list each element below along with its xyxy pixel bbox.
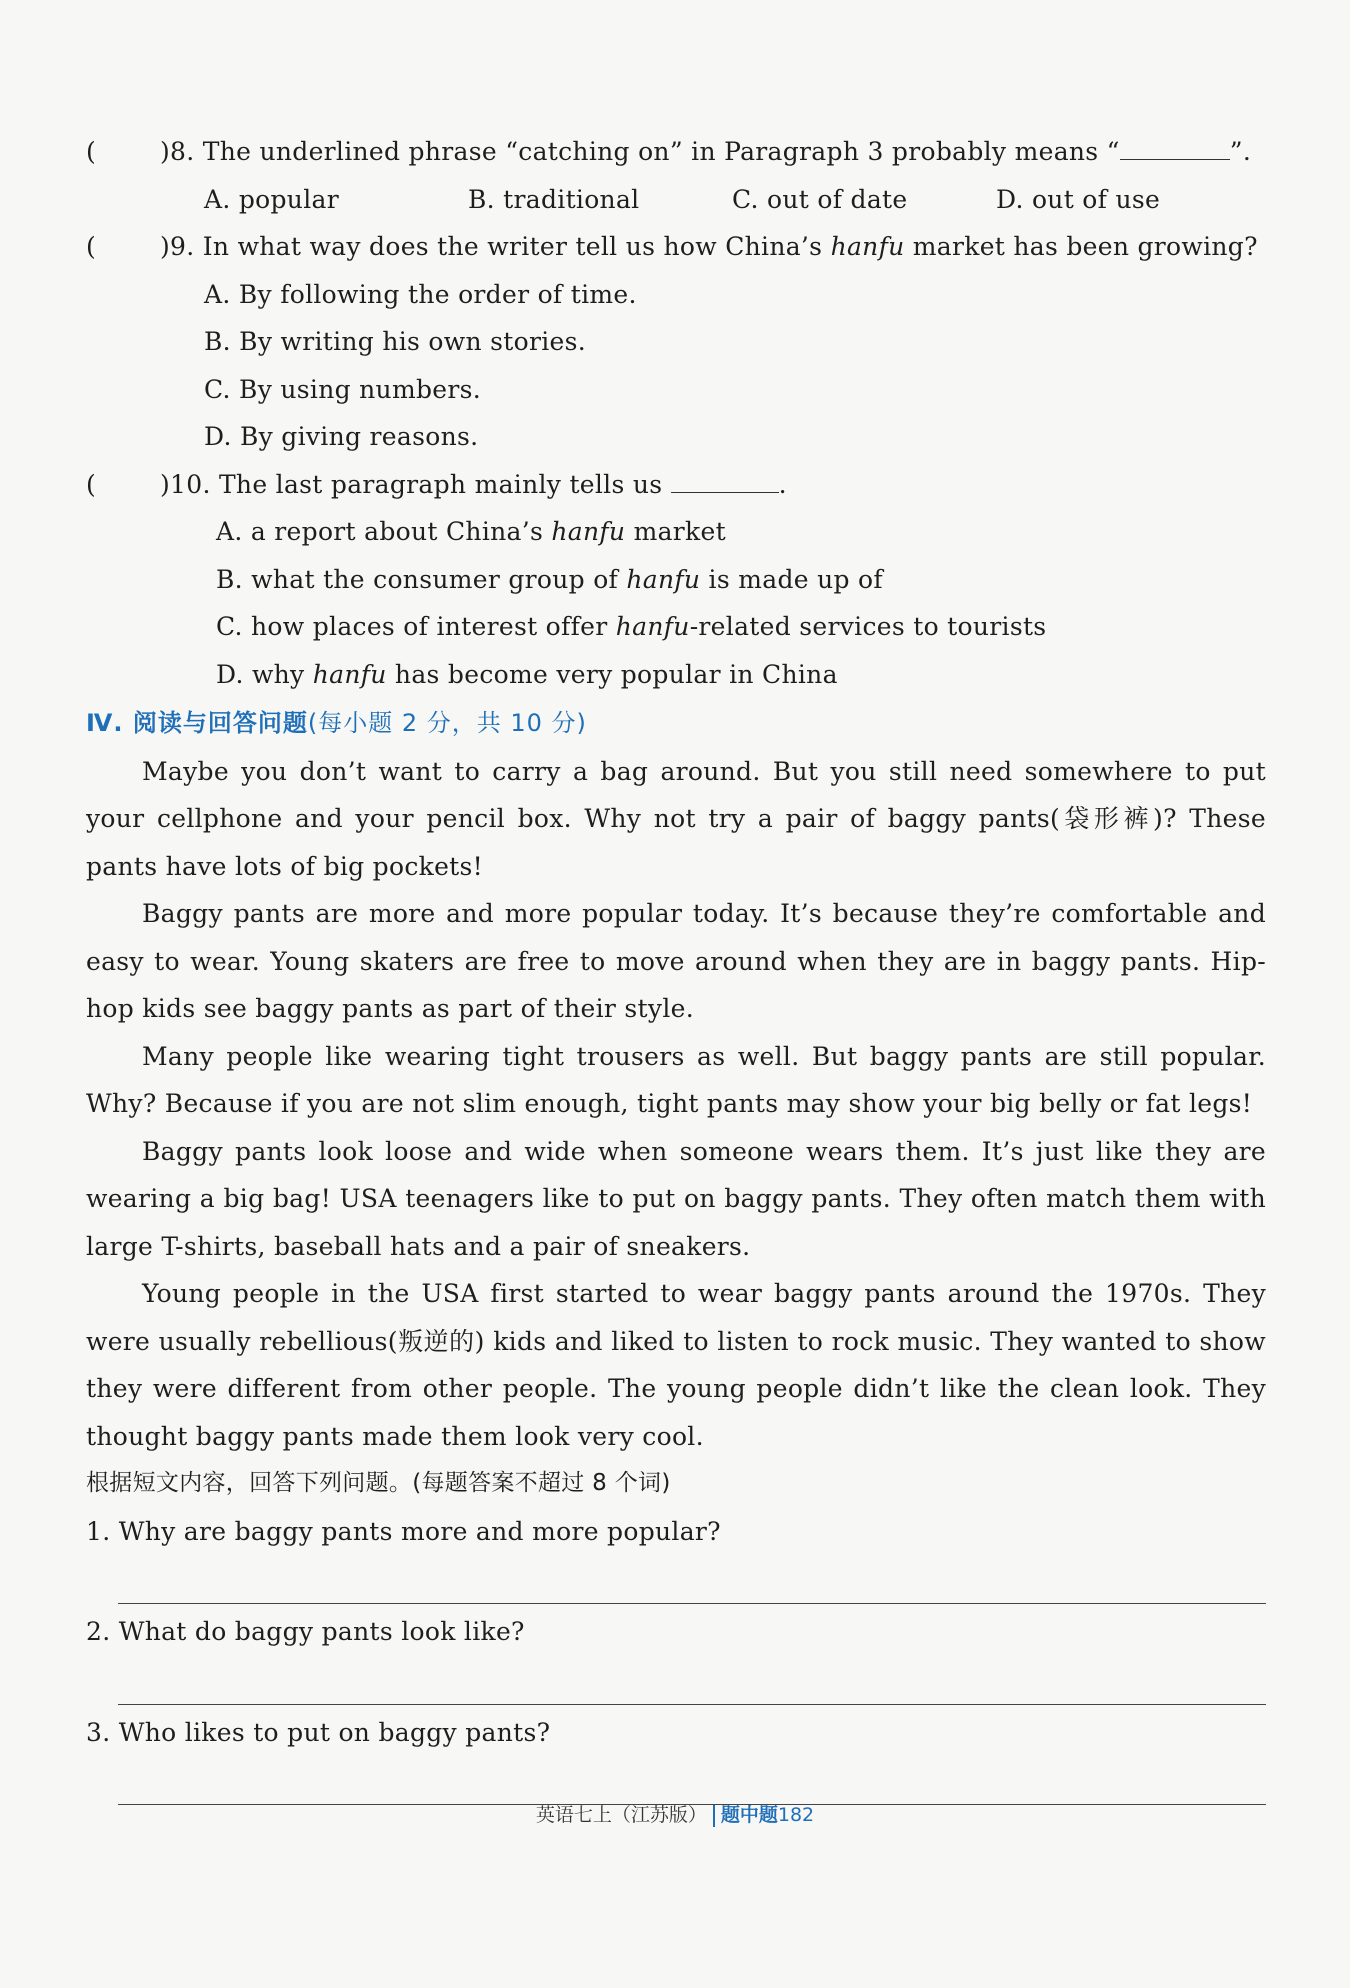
page-number: 182: [777, 1804, 815, 1826]
option-c: C. how places of interest offer hanfu-related services to tourists: [216, 612, 1047, 641]
option-d: D. By giving reasons.: [204, 422, 479, 451]
footer-divider: [713, 1805, 715, 1827]
question-8-options: [86, 176, 1266, 224]
option-b: B. what the consumer group of hanfu is made up of: [216, 564, 883, 594]
section-score-note: (每小题 2 分，共 10 分): [307, 709, 587, 737]
passage-paragraph-5: Young people in the USA first started to wear baggy pants around the 1970s. They were usually rebellious(叛逆的) kids and liked to listen to rock music. They wanted to show they were different from other people. The young people didn’t like the clean look. They thought baggy pants made them look very cool.: [86, 1279, 1266, 1451]
worksheet-content: [86, 128, 1266, 1805]
question-10-stem-end: .: [778, 469, 787, 499]
option-b: B. traditional: [468, 184, 640, 214]
option-d: D. out of use: [996, 184, 1161, 214]
short-question-1: 1. Why are baggy pants more and more popular?: [86, 1516, 721, 1546]
answer-line-1[interactable]: [118, 1555, 1266, 1604]
option-a: A. popular: [204, 184, 339, 214]
short-question-2: 2. What do baggy pants look like?: [86, 1617, 525, 1646]
question-8: [86, 128, 1266, 176]
option-c: C. By using numbers.: [204, 374, 481, 404]
question-9-stem: )9. In what way does the writer tell us how China’s: [160, 232, 831, 261]
option-a: A. a report about China’s hanfu market: [216, 517, 726, 546]
option-c: C. out of date: [732, 184, 908, 214]
question-9: [86, 223, 1266, 271]
answer-paren[interactable]: (: [86, 137, 97, 166]
question-8-stem-end: ”.: [1229, 137, 1252, 166]
short-question-3: 3. Who likes to put on baggy pants?: [86, 1717, 551, 1747]
brand-name: 题中题: [720, 1804, 778, 1826]
question-9-stem-end: market has been growing?: [904, 232, 1258, 261]
book-title: 英语七上（江苏版）: [535, 1804, 707, 1826]
answer-paren[interactable]: (: [86, 469, 97, 499]
italic-term: hanfu: [830, 232, 905, 261]
passage-paragraph-1: Maybe you don’t want to carry a bag around. But you still need somewhere to put your cellphone and your pencil box. Why not try a pair of baggy pants(袋形裤)? These pants have lots of big pockets!: [86, 756, 1266, 881]
section-title-text: Ⅳ. 阅读与回答问题: [86, 709, 308, 737]
option-d: D. why hanfu has become very popular in China: [216, 659, 838, 689]
passage-paragraph-3: Many people like wearing tight trousers as well. But baggy pants are still popular. Why? Because if you are not slim enough, tight pants may show your big belly or fat legs!: [86, 1041, 1266, 1118]
question-8-stem: )8. The underlined phrase “catching on” in Paragraph 3 probably means “: [160, 137, 1120, 166]
option-a: A. By following the order of time.: [204, 279, 637, 309]
passage-paragraph-4: Baggy pants look loose and wide when someone wears them. It’s just like they are wearing a big bag! USA teenagers like to put on baggy pants. They often match them with large T-shirts, baseball hats and a pair of sneakers.: [86, 1136, 1266, 1261]
answer-line-2[interactable]: [118, 1656, 1266, 1705]
answer-paren[interactable]: (: [86, 232, 97, 261]
page-footer: [0, 1800, 1350, 1827]
answer-line-3[interactable]: [118, 1756, 1266, 1805]
passage-paragraph-2: Baggy pants are more and more popular today. It’s because they’re comfortable and easy to wear. Young skaters are free to move around when they are in baggy pants. Hip-hop kids see baggy pants as part of their style.: [86, 899, 1266, 1023]
answer-blank[interactable]: [1120, 133, 1230, 160]
option-b: B. By writing his own stories.: [204, 327, 586, 356]
question-10-stem: )10. The last paragraph mainly tells us: [160, 469, 671, 499]
answer-blank[interactable]: [671, 466, 779, 493]
instruction: 根据短文内容，回答下列问题。(每题答案不超过 8 个词): [86, 1470, 671, 1496]
section-4-title: [86, 700, 1266, 748]
question-10: [86, 461, 1266, 509]
